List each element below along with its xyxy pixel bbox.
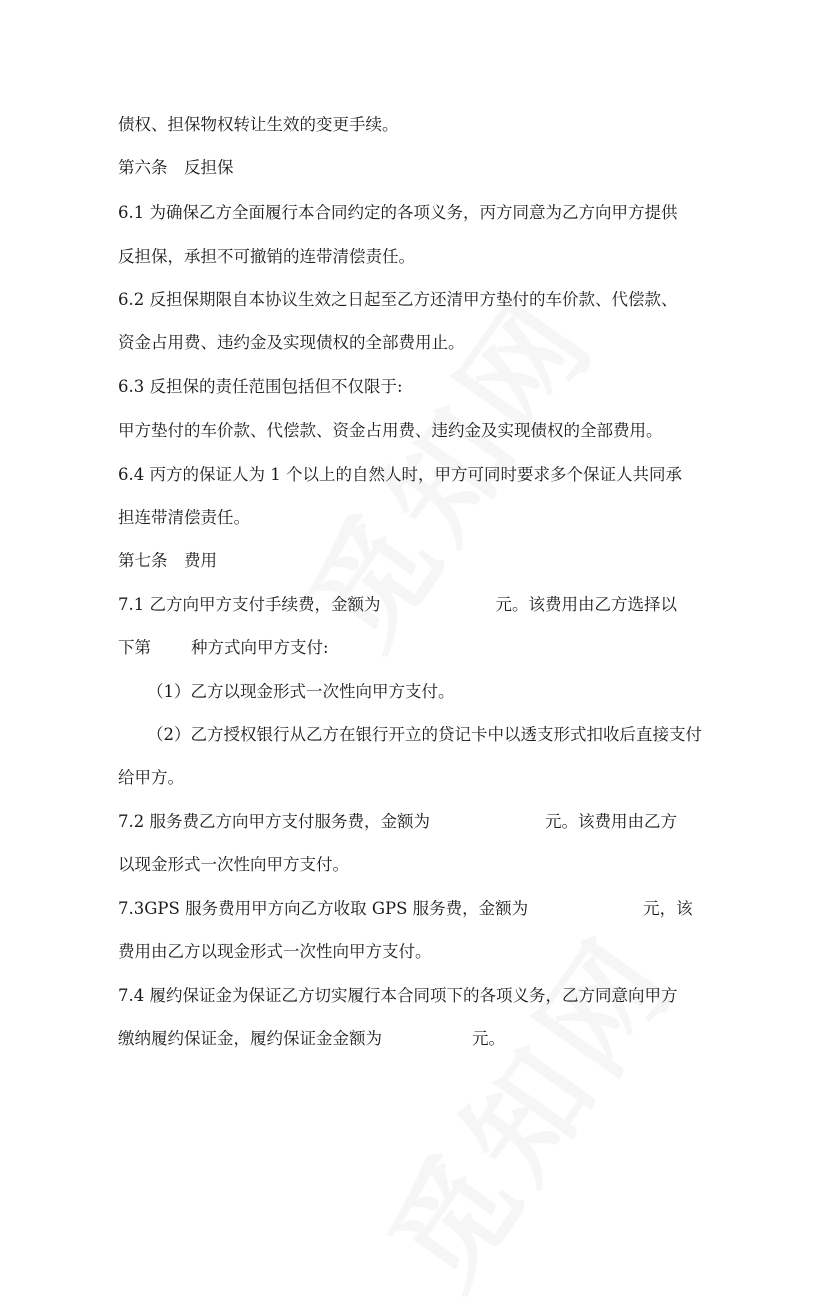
text-segment: 元。该费用由乙方 xyxy=(545,812,677,831)
text-segment: 7.2 服务费乙方向甲方支付服务费，金额为 xyxy=(118,812,430,831)
text-line: 甲方垫付的车价款、代偿款、资金占用费、违约金及实现债权的全部费用。 xyxy=(118,421,663,440)
section-title-article-7: 第七条 费用 xyxy=(118,551,217,570)
text-line: 以现金形式一次性向甲方支付。 xyxy=(118,855,349,874)
text-segment: 元，该 xyxy=(643,899,693,918)
text-line: 6.4 丙方的保证人为 1 个以上的自然人时，甲方可同时要求多个保证人共同承 xyxy=(118,465,682,484)
text-line: 给甲方。 xyxy=(118,768,184,787)
text-segment: 缴纳履约保证金，履约保证金金额为 xyxy=(118,1029,382,1048)
text-line: （1）乙方以现金形式一次性向甲方支付。 xyxy=(147,682,455,701)
text-line xyxy=(118,593,677,617)
text-segment: 下第 xyxy=(118,638,151,657)
text-line xyxy=(118,636,329,660)
text-line: 7.4 履约保证金为保证乙方切实履行本合同项下的各项义务，乙方同意向甲方 xyxy=(118,986,678,1005)
text-line: 6.2 反担保期限自本协议生效之日起至乙方还清甲方垫付的车价款、代偿款、 xyxy=(118,290,678,309)
text-segment: 元。 xyxy=(472,1029,505,1048)
text-segment: 种方式向甲方支付: xyxy=(191,638,329,657)
text-line: 资金占用费、违约金及实现债权的全部费用止。 xyxy=(118,333,465,352)
text-line: （2）乙方授权银行从乙方在银行开立的贷记卡中以透支形式扣收后直接支付 xyxy=(147,725,702,744)
text-line: 反担保，承担不可撤销的连带清偿责任。 xyxy=(118,247,415,266)
text-segment: 元。该费用由乙方选择以 xyxy=(495,595,677,614)
text-line: 担连带清偿责任。 xyxy=(118,508,250,527)
text-line xyxy=(118,897,693,921)
text-line xyxy=(118,1027,505,1051)
text-line: 6.1 为确保乙方全面履行本合同约定的各项义务，丙方同意为乙方向甲方提供 xyxy=(118,203,678,222)
text-line: 费用由乙方以现金形式一次性向甲方支付。 xyxy=(118,942,432,961)
text-line: 债权、担保物权转让生效的变更手续。 xyxy=(118,115,399,134)
section-title-article-6: 第六条 反担保 xyxy=(118,158,234,177)
text-line xyxy=(118,810,677,834)
text-line: 6.3 反担保的责任范围包括但不仅限于: xyxy=(118,377,403,396)
text-segment: 7.1 乙方向甲方支付手续费，金额为 xyxy=(118,595,381,614)
text-segment: 7.3GPS 服务费用甲方向乙方收取 GPS 服务费，金额为 xyxy=(118,899,529,918)
